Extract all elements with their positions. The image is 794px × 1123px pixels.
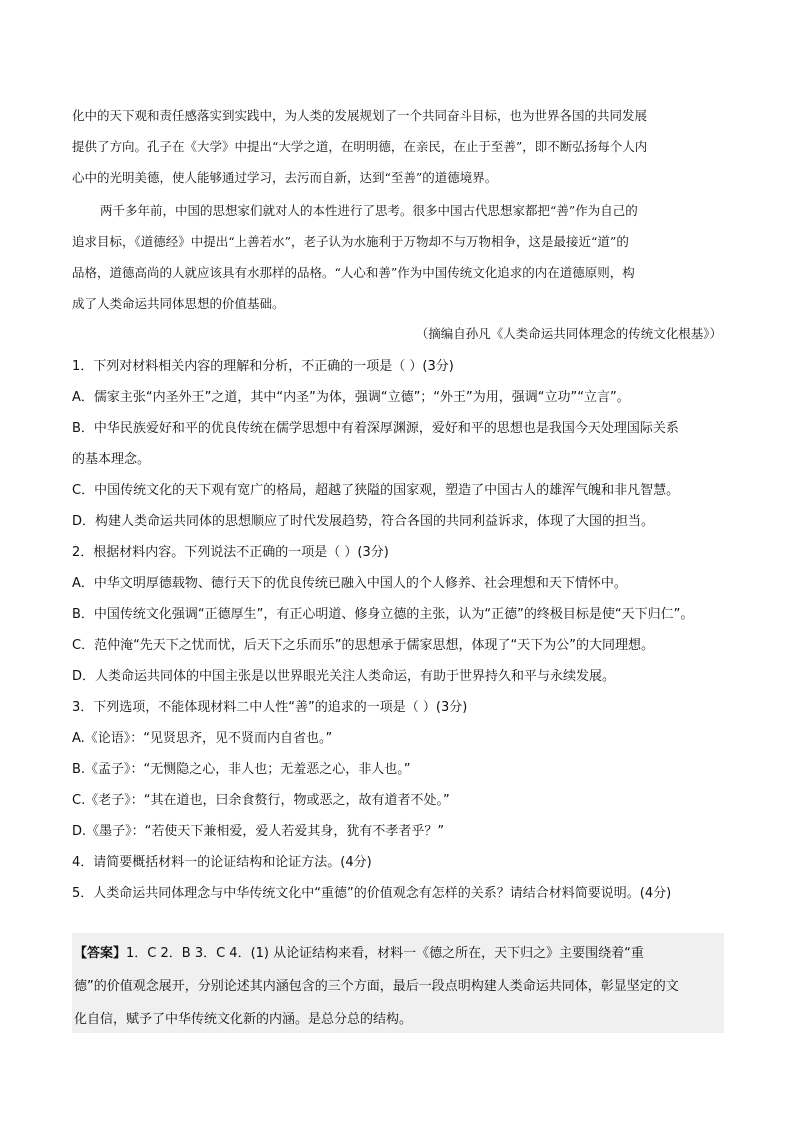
answer-box: [72, 933, 724, 1033]
passage-p2-line-2: 追求目标，《道德经》中提出“上善若水”，老子认为水施利于万物却不与万物相争，这是最接近“道”的: [72, 234, 629, 249]
question-1-option-d: D．构建人类命运共同体的思想顺应了时代发展趋势，符合各国的共同利益诉求，体现了大国的担当。: [72, 514, 655, 529]
passage-p2-line-1: 两千多年前，中国的思想家们就对人的本性进行了思考。很多中国古代思想家都把“善”作为自己的: [100, 203, 638, 218]
question-3-option-d: D.《墨子》：“若使天下兼相爱，爱人若爱其身，犹有不孝者乎？”: [72, 824, 445, 839]
answer-line-3: 化自信，赋予了中华传统文化新的内涵。是总分总的结构。: [74, 1012, 413, 1027]
question-3-option-c: C.《老子》：“其在道也，曰余食赘行，物或恶之，故有道者不处。”: [72, 793, 450, 808]
passage-p2-line-4: 成了人类命运共同体思想的价值基础。: [72, 296, 285, 311]
answer-line-2: 德”的价值观念展开，分别论述其内涵包含的三个方面，最后一段点明构建人类命运共同体，彰显坚定的文: [74, 979, 679, 994]
question-1-option-a: A．儒家主张“内圣外王”之道，其中“内圣”为体，强调“立德”；“外王”为用，强调“立功”“立言”。: [72, 390, 630, 405]
question-3-stem: 3．下列选项，不能体现材料二中人性“善”的追求的一项是（ ）(3分): [72, 700, 468, 715]
question-2-option-c: C．范仲淹“先天下之忧而忧，后天下之乐而乐”的思想承于儒家思想，体现了“天下为公”的大同理想。: [72, 638, 655, 653]
passage-p1-line-3: 心中的光明美德，使人能够通过学习，去污而自新，达到“至善”的道德境界。: [72, 170, 498, 185]
answer-tag: 【答案】: [74, 946, 127, 961]
passage-p2-line-3: 品格，道德高尚的人就应该具有水那样的品格。“人心和善”作为中国传统文化追求的内在道德原则，构: [72, 265, 635, 280]
question-3-option-b: B.《孟子》：“无恻隐之心，非人也；无羞恶之心，非人也。”: [72, 762, 411, 777]
question-2-option-b: B．中国传统文化强调“正德厚生”，有正心明道、修身立德的主张，认为“正德”的终极目标是使“天下归仁”。: [72, 607, 694, 622]
answer-line-1: [74, 942, 644, 961]
question-5: 5．人类命运共同体理念与中华传统文化中“重德”的价值观念有怎样的关系？请结合材料简要说明。(4分): [72, 886, 672, 901]
passage-p1-line-2: 提供了方向。孔子在《大学》中提出“大学之道，在明明德，在亲民，在止于至善”，即不断弘扬每个人内: [72, 139, 648, 154]
question-4: 4．请简要概括材料一的论证结构和论证方法。(4分): [72, 855, 372, 870]
question-1-option-b: B．中华民族爱好和平的优良传统在儒学思想中有着深厚渊源，爱好和平的思想也是我国今天处理国际关系: [72, 421, 679, 436]
question-1-option-c: C．中国传统文化的天下观有宽广的格局，超越了狭隘的国家观，塑造了中国古人的雄浑气魄和非凡智慧。: [72, 483, 680, 498]
question-2-option-d: D．人类命运共同体的中国主张是以世界眼光关注人类命运，有助于世界持久和平与永续发展。: [72, 669, 616, 684]
question-1-stem: 1．下列对材料相关内容的理解和分析，不正确的一项是（ ）(3分): [72, 359, 454, 374]
question-2-stem: 2．根据材料内容。下列说法不正确的一项是（ ）(3分): [72, 545, 389, 560]
question-1-option-b-cont: 的基本理念。: [72, 452, 151, 467]
question-2-option-a: A．中华文明厚德载物、德行天下的优良传统已融入中国人的个人修养、社会理想和天下情怀中。: [72, 576, 627, 591]
answer-line-1-text: 1．C 2．B 3．C 4．(1) 从论证结构来看，材料一《德之所在，天下归之》主要围绕着“重: [126, 946, 644, 961]
passage-p1-line-1: 化中的天下观和责任感落实到实践中，为人类的发展规划了一个共同奋斗目标，也为世界各国的共同发展: [72, 108, 648, 123]
passage-source: （摘编自孙凡《人类命运共同体理念的传统文化根基》）: [415, 326, 722, 341]
question-3-option-a: A.《论语》：“见贤思齐，见不贤而内自省也。”: [72, 731, 333, 746]
